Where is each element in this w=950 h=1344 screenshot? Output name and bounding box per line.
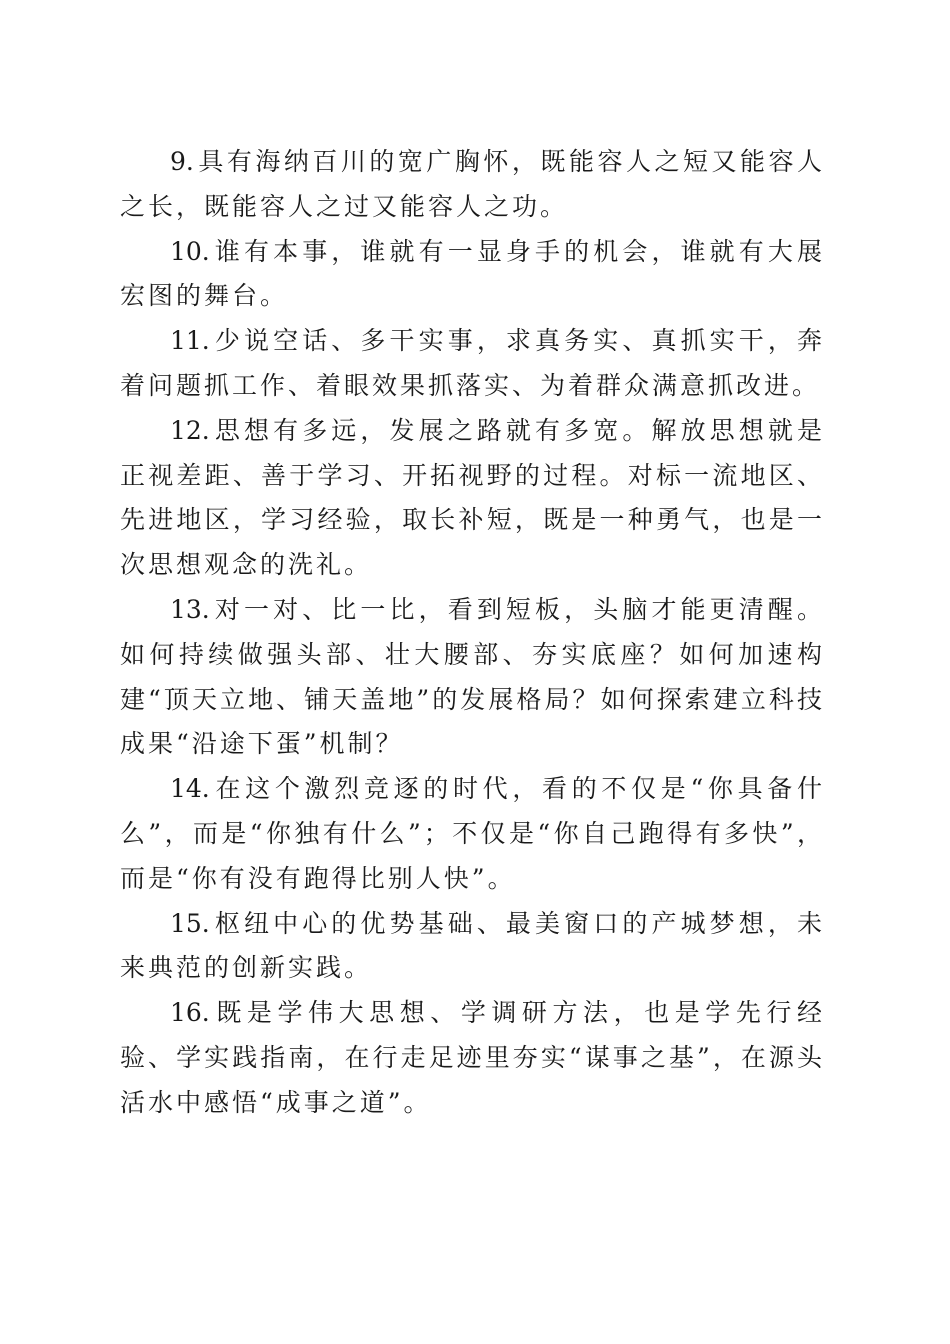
paragraph-number: 12. <box>170 415 210 445</box>
paragraph-10 <box>120 230 825 320</box>
paragraph-12 <box>120 409 825 588</box>
paragraph-number: 9. <box>170 147 194 176</box>
paragraph-14 <box>120 767 825 901</box>
document-body <box>120 140 825 1126</box>
paragraph-13 <box>120 588 825 767</box>
paragraph-text: 既是学伟大思想、学调研方法，也是学先行经验、学实践指南，在行走足迹里夯实“谋事之基”，在源头活水中感悟“成事之道”。 <box>120 998 825 1117</box>
paragraph-15 <box>120 902 825 992</box>
paragraph-number: 15. <box>170 908 210 938</box>
paragraph-number: 11. <box>170 326 210 356</box>
paragraph-9 <box>120 140 825 230</box>
paragraph-number: 13. <box>170 594 210 624</box>
paragraph-text: 对一对、比一比，看到短板，头脑才能更清醒。如何持续做强头部、壮大腰部、夯实底座？如何加速构建“顶天立地、铺天盖地”的发展格局？如何探索建立科技成果“沿途下蛋”机制？ <box>120 594 825 759</box>
paragraph-text: 谁有本事，谁就有一显身手的机会，谁就有大展宏图的舞台。 <box>120 236 825 311</box>
paragraph-number: 10. <box>170 236 210 266</box>
paragraph-text: 少说空话、多干实事，求真务实、真抓实干，奔着问题抓工作、着眼效果抓落实、为着群众满意抓改进。 <box>120 326 825 400</box>
paragraph-text: 具有海纳百川的宽广胸怀，既能容人之短又能容人之长，既能容人之过又能容人之功。 <box>120 147 825 221</box>
paragraph-11 <box>120 319 825 409</box>
paragraph-text: 在这个激烈竞逐的时代，看的不仅是“你具备什么”，而是“你独有什么”；不仅是“你自己跑得有多快”，而是“你有没有跑得比别人快”。 <box>120 774 825 893</box>
paragraph-text: 思想有多远，发展之路就有多宽。解放思想就是正视差距、善于学习、开拓视野的过程。对标一流地区、先进地区，学习经验，取长补短，既是一种勇气，也是一次思想观念的洗礼。 <box>120 415 825 580</box>
paragraph-text: 枢纽中心的优势基础、最美窗口的产城梦想，未来典范的创新实践。 <box>120 908 825 983</box>
paragraph-number: 14. <box>170 774 210 804</box>
paragraph-16 <box>120 991 825 1125</box>
paragraph-number: 16. <box>170 998 210 1028</box>
